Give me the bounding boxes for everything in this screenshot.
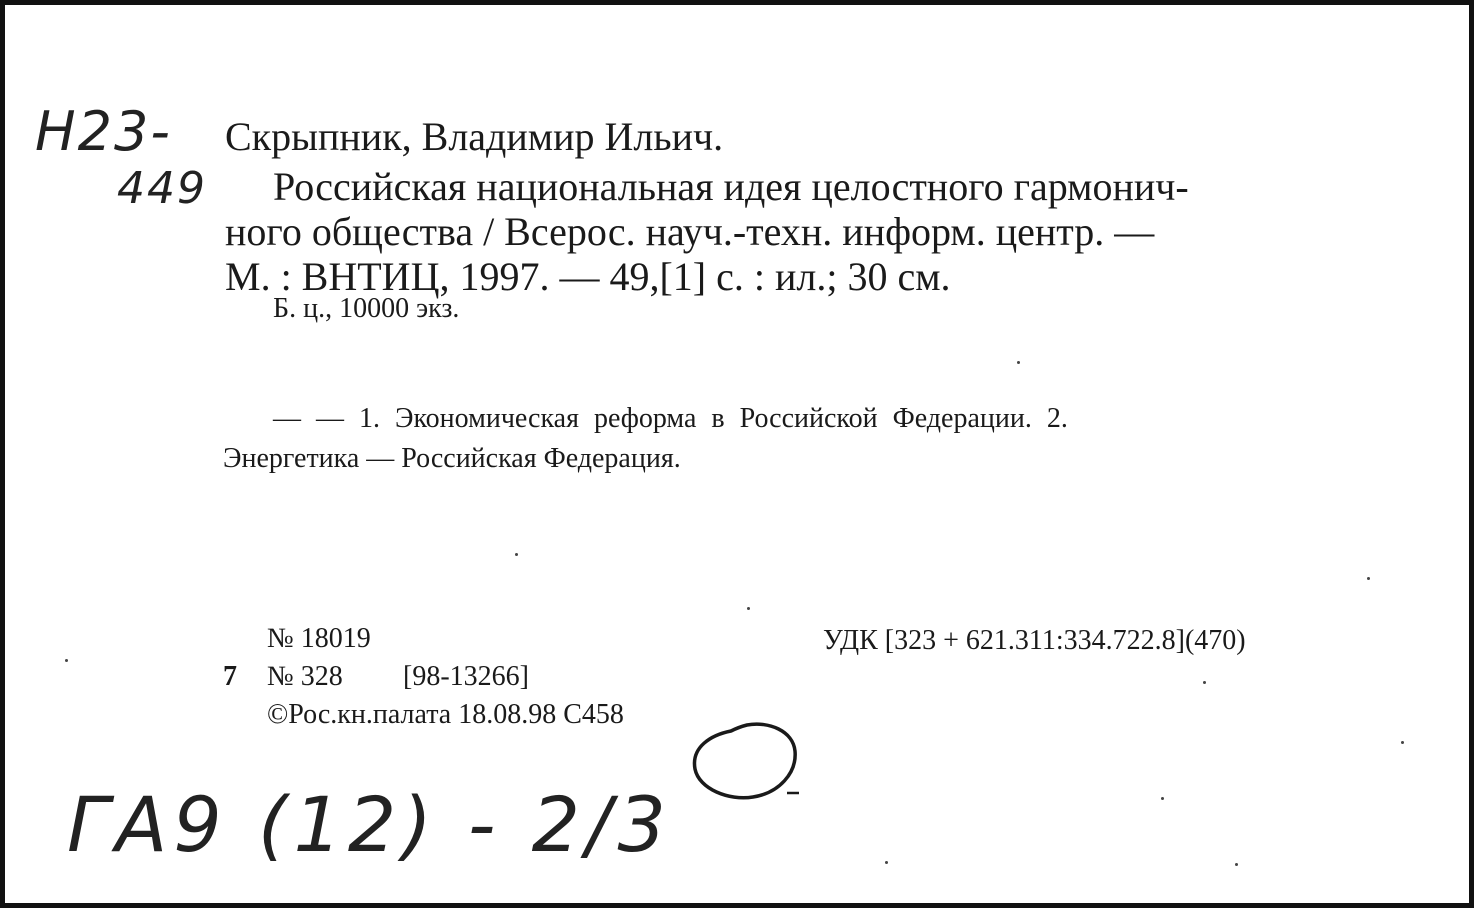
- subjects-line-1: — — 1. Экономическая реформа в Российской Федерации. 2.: [273, 403, 1068, 434]
- copyright-line: ©Рос.кн.палата 18.08.98 С458: [267, 699, 624, 730]
- card-number: № 328: [267, 661, 343, 692]
- udk-classification: УДК [323 + 621.311:334.722.8](470): [823, 625, 1246, 656]
- prefix-digit: 7: [223, 661, 237, 692]
- order-code: [98-13266]: [403, 661, 529, 692]
- scan-speck: [747, 607, 750, 610]
- record-number: № 18019: [267, 623, 371, 654]
- scan-speck: [1203, 681, 1206, 684]
- scan-speck: [1235, 863, 1238, 866]
- title-line-2: ного общества / Всерос. науч.-техн. информ. центр. —: [225, 209, 1155, 254]
- scan-speck: [885, 861, 888, 864]
- scan-speck: [1161, 797, 1164, 800]
- scan-speck: [515, 553, 518, 556]
- scan-speck: [1017, 361, 1020, 364]
- scan-speck: [1401, 741, 1404, 744]
- price-run-line: Б. ц., 10000 экз.: [273, 293, 460, 324]
- shelf-mark-line1: Н23-: [35, 100, 172, 163]
- handwritten-shelf-note: ГА9 (12) - 2/3: [67, 780, 672, 869]
- subjects-line-2: Энергетика — Российская Федерация.: [223, 443, 681, 474]
- title-line-1: Российская национальная идея целостного гармонич-: [273, 164, 1189, 209]
- hand-drawn-circle: [681, 717, 811, 807]
- shelf-mark-line2: 449: [117, 163, 207, 214]
- scan-speck: [1367, 577, 1370, 580]
- scan-speck: [65, 659, 68, 662]
- author-heading: Скрыпник, Владимир Ильич.: [225, 114, 724, 159]
- imprint-line: М. : ВНТИЦ, 1997. — 49,[1] с. : ил.; 30 см.: [225, 254, 951, 299]
